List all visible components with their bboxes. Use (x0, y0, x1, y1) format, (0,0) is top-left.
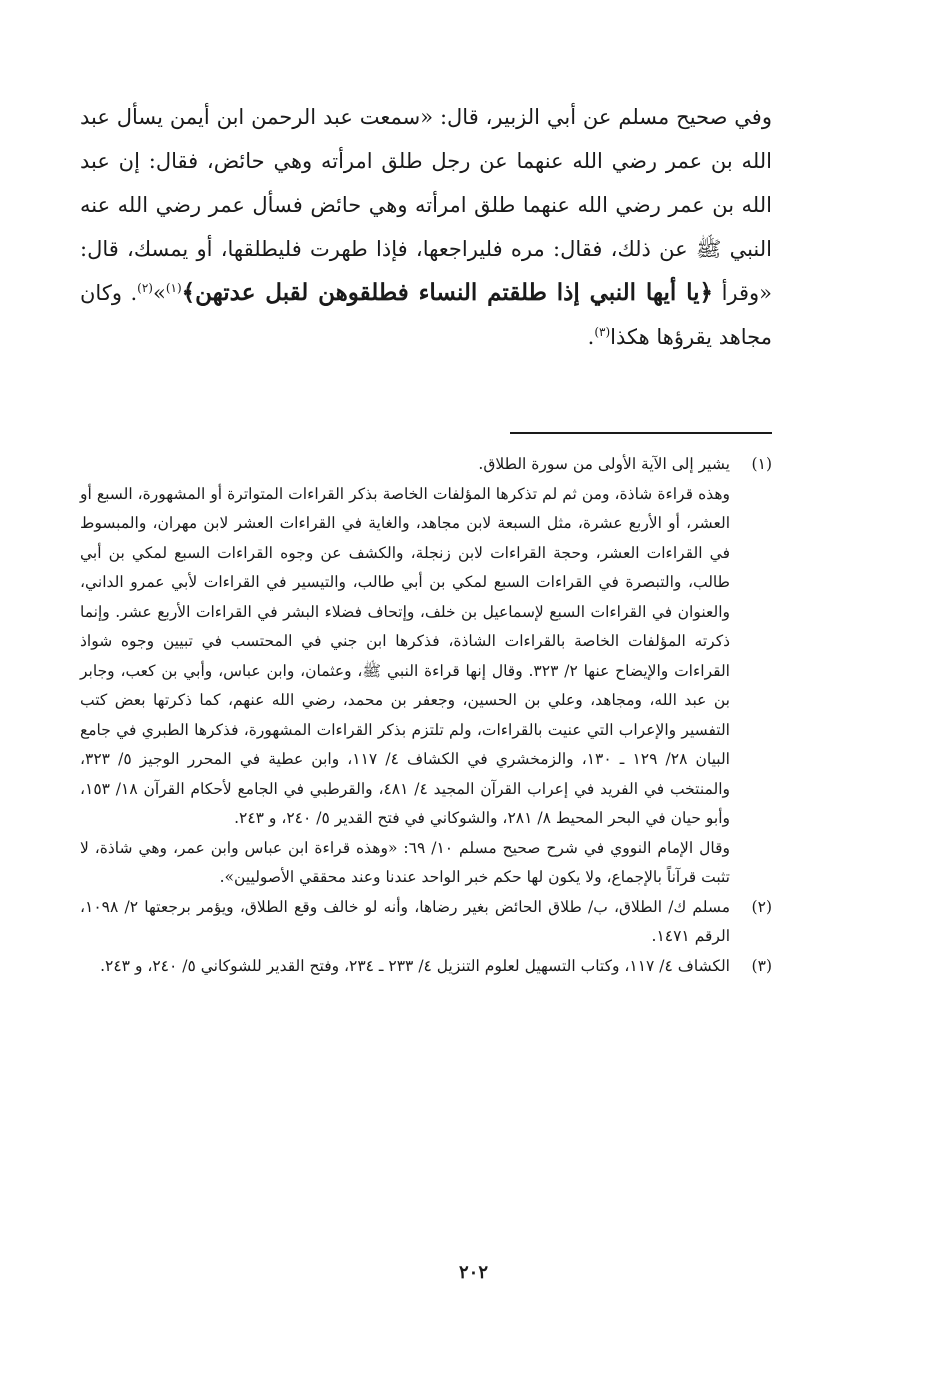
footnote-body (80, 952, 730, 982)
main-paragraph (80, 95, 772, 359)
footnote-paragraph: مسلم ك/ الطلاق، ب/ طلاق الحائض بغير رضاها، وأنه لو خالف وقع الطلاق، ويؤمر برجعتها ٢/ ١٠٩٨، الرقم ١٤٧١. (80, 897, 730, 945)
footnote-body (80, 450, 730, 893)
main-text-part2: . وكان مجاهد يقرؤها هكذا (80, 281, 772, 349)
footnote-separator (510, 432, 772, 434)
footnote-2 (80, 893, 772, 952)
footnotes (80, 450, 772, 981)
footnote-number: (١) (751, 455, 772, 473)
main-text-part1: وفي صحيح مسلم عن أبي الزبير، قال: «سمعت عبد الرحمن ابن أيمن يسأل عبد الله بن عمر رضي الله عنهما عن رجل طلق امرأته وهي حائض، فقال: إن عبد الله بن عمر رضي الله عنهما طلق امرأته وهي حائض فسأل عمر رضي الله عنه النبي ﷺ عن ذلك، فقال: مره فليراجعها، فإذا طهرت فليطلقها، أو يمسك، قال: «وقرأ (80, 105, 773, 305)
footnote-paragraph: وقال الإمام النووي في شرح صحيح مسلم ١٠/ ٦٩: «وهذه قراءة ابن عباس وابن عمر، وهي شاذة، لا تثبت قرآناً بالإجماع، ولا يكون لها حكم خبر الواحد عندنا وعند محققي الأصوليين». (80, 838, 730, 886)
main-text-part3: . (587, 325, 595, 349)
main-text (80, 95, 772, 359)
footnote-paragraph: الكشاف ٤/ ١١٧، وكتاب التسهيل لعلوم التنزيل ٤/ ٢٣٣ ـ ٢٣٤، وفتح القدير للشوكاني ٥/ ٢٤٠، و ٢٤٣. (100, 956, 730, 975)
footnote-number: (٢) (751, 897, 772, 916)
footnote-body (80, 893, 730, 952)
footnote-paragraph: وهذه قراءة شاذة، ومن ثم لم تذكرها المؤلفات الخاصة بذكر القراءات المتواترة أو المشهورة، السبع أو العشر، أو الأربع عشرة، مثل السبعة لابن مجاهد، والغاية في القراءات العشر لابن مهران، والمبسوط في القراءات العشر، وحجة القراءات لابن زنجلة، والكشف عن وجوه القراءات السبع لمكي بن أبي طالب، والتبصرة في القراءات السبع لمكي بن أبي طالب، والتيسير في القراءات لأبي عمرو الداني، والعنوان في القراءات السبع لإسماعيل بن خلف، وإتحاف فضلاء البشر في القراءات الأربع عشر. وإنما ذكرته المؤلفات الخاصة بالقراءات الشاذة، فذكرها ابن جني في المحتسب في تبيين وجوه شواذ القراءات والإيضاح عنها ٢/ ٣٢٣. وقال إنها قراءة النبي ﷺ، وعثمان، وابن عباس، وأبي بن كعب، وجابر بن عبد الله، ومجاهد، وعلي بن الحسين، وجعفر بن محمد، رضي الله عنهم، كما ذكرتها بعض كتب التفسير والإعراب التي عنيت بالقراءات، ولم تلتزم بذكر القراءات المشهورة، فذكرها الطبري في جامع البيان ٢٨/ ١٢٩ ـ ١٣٠، والزمخشري في الكشاف ٤/ ١١٧، وابن عطية في المحرر الوجيز ٥/ ٣٢٣، والمنتخب في الفريد في إعراب القرآن المجيد ٤/ ٤٨١، والقرطبي في الجامع لأحكام القرآن ١٨/ ١٥٣، وأبو حيان في البحر المحيط ٨/ ٢٨١، والشوكاني في فتح القدير ٥/ ٢٤٠، و ٢٤٣. (80, 484, 731, 827)
footnote-ref-3: (٣) (594, 325, 611, 339)
footnote-paragraph: يشير إلى الآية الأولى من سورة الطلاق. (478, 455, 730, 473)
footnote-1 (80, 450, 772, 893)
footnote-3 (80, 952, 772, 982)
page-number: ٢٠٢ (458, 1262, 488, 1283)
quran-verse: ﴿يا أيها النبي إذا طلقتم النساء فطلقوهن لقبل عدتهن﴾ (181, 279, 714, 306)
footnote-ref-1: (١) (165, 281, 182, 295)
footnote-ref-2: (٢) (137, 281, 153, 295)
closing-quote: » (152, 281, 166, 305)
footnote-number: (٣) (751, 956, 772, 975)
